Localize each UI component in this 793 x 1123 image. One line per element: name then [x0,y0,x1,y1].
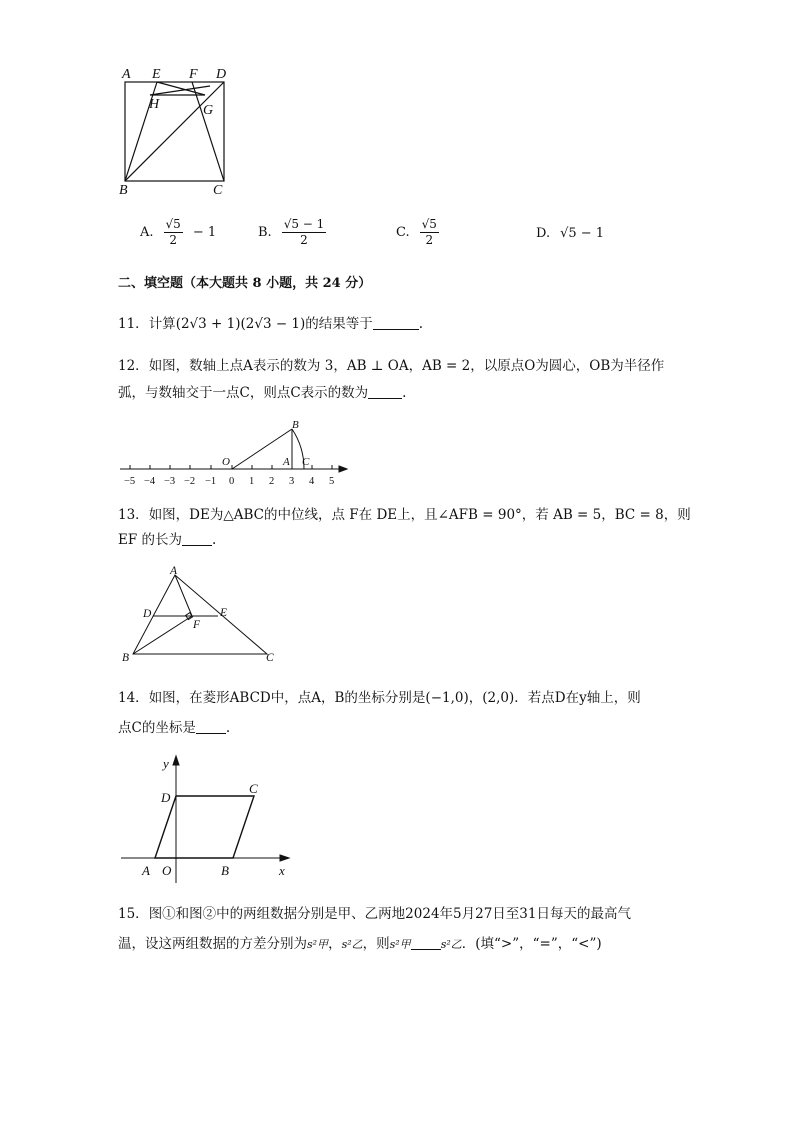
segment-bd [125,82,224,181]
label-e: E [152,67,161,82]
question-13-line2 [118,533,216,548]
label-b: B [221,863,229,878]
label-b: B [122,652,130,664]
question-14-line2 [118,721,230,736]
fraction-denominator: 2 [300,233,308,248]
question-number: 15． [118,906,149,922]
question-text: 如图，数轴上点A表示的数为 3，AB ⊥ OA，AB = 2，以原点O为圆心，OB为半径作 [148,358,665,374]
answer-blank[interactable] [411,937,441,950]
section-heading: 二、填空题（本大题共 8 小题，共 24 分） [118,276,372,291]
label-o: O [222,456,230,468]
label-a: A [170,565,178,577]
fraction [164,218,183,247]
label-c: C [249,781,258,796]
question-text: EF 的长为 [118,532,183,548]
tick-label: 5 [329,476,335,487]
fraction-denominator: 2 [169,233,177,248]
answer-blank[interactable] [182,533,212,546]
tick-label: −2 [184,476,196,487]
fraction [282,218,327,247]
tick-label: −4 [144,476,156,487]
tick-label: −5 [124,476,136,487]
option-letter: C. [396,225,410,241]
tick-label: 3 [289,476,295,487]
label-b: B [119,183,128,197]
option-c[interactable] [396,218,439,247]
question-end: . [225,720,231,736]
label-d: D [216,67,227,82]
question-end: . [402,385,407,401]
option-letter: D. [536,226,551,241]
question-text: 温，设这两组数据的方差分别为 [118,936,307,952]
rhombus-abcd [155,796,254,858]
variance-symbol: s²甲 [307,938,329,951]
label-d: D [143,608,152,620]
question-text: ．(填“>”，“=”，“<”) [461,936,602,952]
fraction-denominator: 2 [425,233,434,248]
question-text: 点C的坐标是 [118,720,196,736]
fraction-numerator: √5 [164,218,183,233]
variance-symbol: s²乙 [440,938,462,951]
option-d[interactable] [536,226,604,241]
question-12-line2 [118,386,406,401]
question-text: 的结果等于 [305,316,373,332]
x-axis-arrow-icon [280,855,289,861]
y-axis-arrow-icon [173,756,179,765]
question-11 [118,317,423,332]
option-tail: − 1 [192,225,217,241]
label-b: B [292,419,299,431]
question-text: 弧，与数轴交于一点C，则点C表示的数为 [118,385,369,401]
label-a: A [283,456,290,468]
tick-label: 2 [269,476,275,487]
label-e: E [220,607,228,619]
option-letter: B. [258,225,272,241]
answer-blank[interactable] [373,317,419,330]
question-end: . [212,532,217,548]
tick-label: −3 [164,476,176,487]
label-a: A [122,67,131,82]
question-number: 13． [118,507,149,523]
separator: ， [328,936,342,952]
label-y: y [163,756,169,771]
segment-af [175,575,192,616]
fraction-numerator: √5 [420,218,439,233]
label-c: C [302,456,310,468]
question-12-line1 [118,360,664,374]
label-g: G [203,103,214,118]
segment-bf [133,616,192,654]
question-14-line1 [118,692,641,706]
question-number: 11． [118,316,149,332]
variance-symbol: s²甲 [389,938,411,951]
question-text: 如图，DE为△ABC的中位线，点 F在 DE上，且∠AFB = 90°，若 AB = 5，BC = 8，则 [148,507,691,523]
tick-label: 4 [309,476,315,487]
option-b[interactable] [258,218,326,247]
question-number: 12． [118,358,149,374]
tick-label: −1 [205,476,217,487]
tick-label: 0 [229,476,235,487]
variance-symbol: s²乙 [341,938,363,951]
triangle-abc [133,575,267,654]
answer-blank[interactable] [368,386,402,399]
answer-blank[interactable] [196,721,226,734]
label-c: C [266,652,274,664]
label-f: F [189,67,198,82]
fraction [420,218,439,247]
number-line-figure [115,415,355,490]
question-15-line1 [118,908,631,922]
option-a[interactable] [140,218,216,247]
math-expression: (2√3 + 1)(2√3 − 1) [175,316,306,332]
option-letter: A. [140,225,154,241]
question-text: 计算 [148,316,176,332]
segment-cf [192,82,224,181]
axis-arrow-icon [339,466,347,472]
square-figure [112,62,242,197]
question-text: ，则 [362,936,390,952]
question-text: 图①和图②中的两组数据分别是甲、乙两地2024年5月27日至31日每天的最高气 [148,906,631,922]
label-a: A [142,863,150,878]
question-number: 14． [118,690,149,706]
label-x: x [279,863,285,878]
fraction-numerator: √5 − 1 [282,218,327,233]
label-f: F [193,619,201,631]
tick-label: 1 [249,476,255,487]
question-end: . [418,316,424,332]
label-o: O [162,863,172,878]
triangle-figure [115,563,285,668]
option-expression: √5 − 1 [560,226,605,241]
label-d: D [161,790,171,805]
rhombus-figure [115,748,300,883]
question-13-line1 [118,509,691,523]
label-h: H [149,97,160,112]
label-c: C [213,183,223,197]
question-text: 如图，在菱形ABCD中，点A，B的坐标分别是(−1,0)，(2,0)．若点D在y轴上，则 [148,690,641,706]
question-15-line2 [118,937,602,952]
